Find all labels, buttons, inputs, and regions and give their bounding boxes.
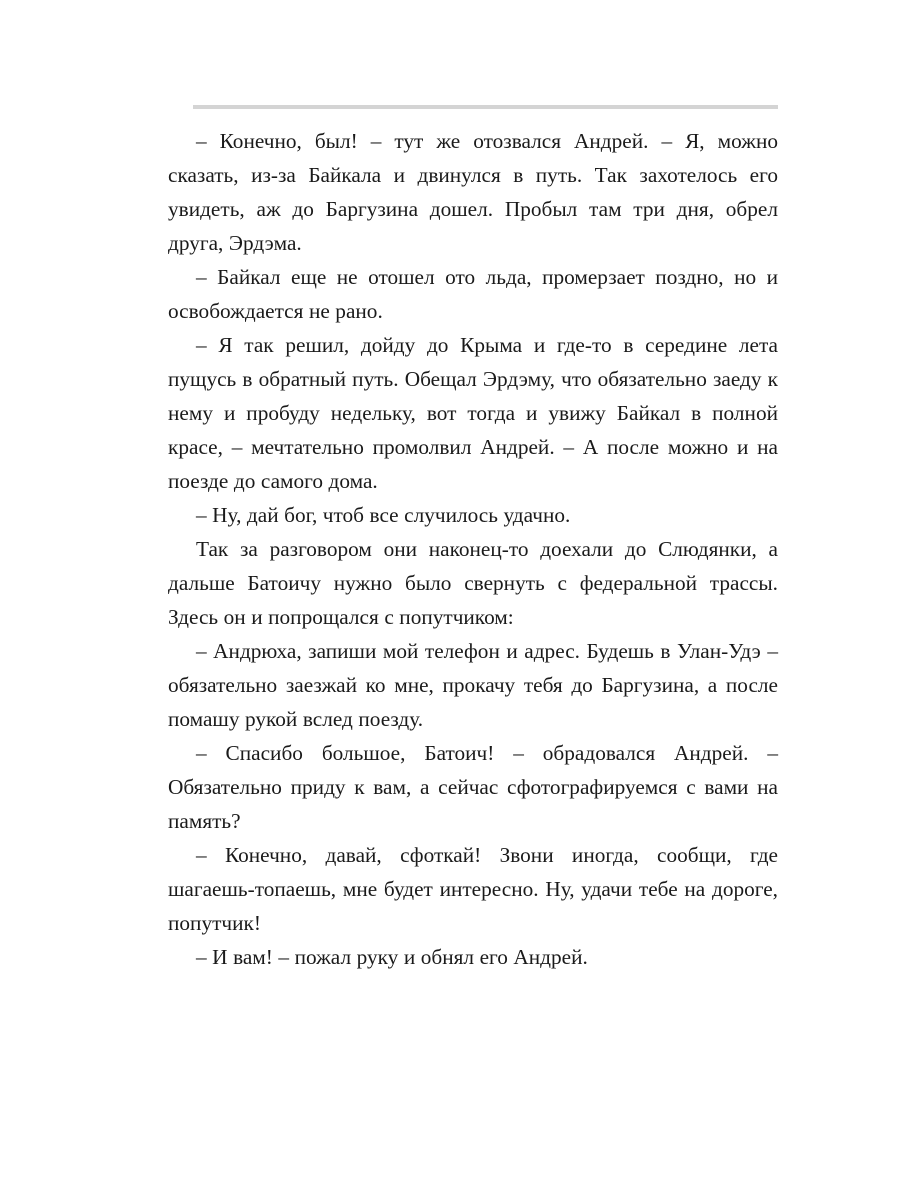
paragraph: – Байкал еще не отошел ото льда, промерзает поздно, но и освобождается не рано. <box>168 265 778 323</box>
paragraph: – Я так решил, дойду до Крыма и где-то в середине лета пущусь в обратный путь. Обещал Эрдэму, что обязательно заеду к нему и пробуду недельку, вот тогда и увижу Байкал в полной красе, – мечтательно промолвил Андрей. – А после можно и на поезде до самого дома. <box>168 333 778 493</box>
paragraph: Так за разговором они наконец-то доехали до Слюдянки, а дальше Батоичу нужно было свернуть с федеральной трассы. Здесь он и попрощался с попутчиком: <box>168 537 778 629</box>
paragraph: – Конечно, давай, сфоткай! Звони иногда, сообщи, где шагаешь-топаешь, мне будет интересно. Ну, удачи тебе на дороге, попутчик! <box>168 843 778 935</box>
paragraph: – Спасибо большое, Батоич! – обрадовался Андрей. – Обязательно приду к вам, а сейчас сфотографируемся с вами на память? <box>168 741 778 833</box>
page-body-text <box>168 124 778 974</box>
paragraph: – И вам! – пожал руку и обнял его Андрей. <box>196 945 588 969</box>
header-rule <box>193 105 778 109</box>
paragraph: – Ну, дай бог, чтоб все случилось удачно. <box>196 503 571 527</box>
paragraph: – Конечно, был! – тут же отозвался Андрей. – Я, можно сказать, из-за Байкала и двинулся в путь. Так захотелось его увидеть, аж до Баргузина дошел. Пробыл там три дня, обрел друга, Эрдэма. <box>168 129 778 255</box>
paragraph: – Андрюха, запиши мой телефон и адрес. Будешь в Улан-Удэ – обязательно заезжай ко мне, прокачу тебя до Баргузина, а после помашу рукой вслед поезду. <box>168 639 778 731</box>
